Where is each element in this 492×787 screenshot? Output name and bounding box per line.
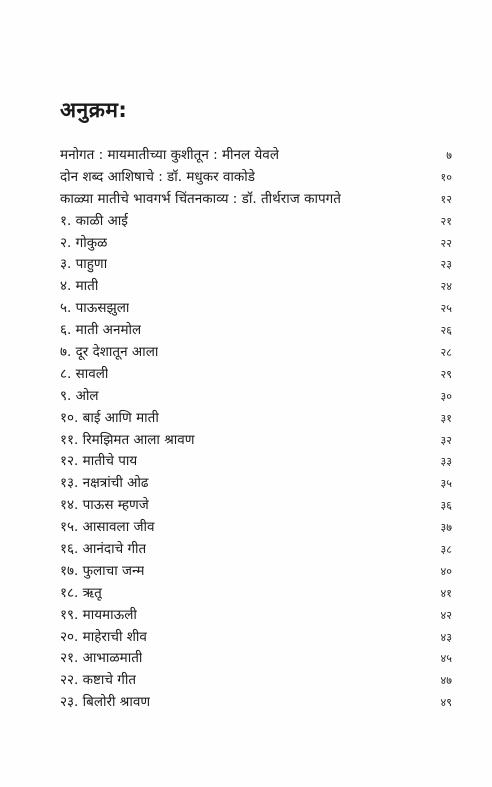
toc-entry-page-number: ३७ [440, 521, 452, 535]
toc-entry [60, 495, 452, 517]
toc-entry [60, 648, 452, 670]
toc-entry-page-number: २२ [440, 236, 452, 250]
toc-entry-page-number: ४५ [440, 652, 452, 666]
toc-entry-page-number: ३५ [440, 477, 452, 491]
toc-entry [60, 167, 452, 189]
toc-entry-page-number: २४ [440, 280, 452, 294]
toc-entry [60, 145, 452, 167]
toc-entry-title: १०. बाई आणि माती [60, 409, 159, 426]
toc-entry-title: १७. फुलाचा जन्म [60, 562, 145, 579]
toc-entry-page-number: २१ [440, 214, 452, 228]
toc-entry-title: ६. माती अनमोल [60, 322, 142, 339]
toc-entry [60, 451, 452, 473]
toc-entry [60, 320, 452, 342]
toc-entry-title: मनोगत : मायमातीच्या कुशीतून : मीनल येवले [60, 147, 279, 163]
toc-entry-page-number: ४३ [440, 630, 452, 644]
toc-entry-page-number: ४७ [440, 674, 452, 688]
toc-entry [60, 670, 452, 692]
toc-entry-page-number: ३६ [440, 499, 452, 513]
toc-entry [60, 430, 452, 452]
toc-entry [60, 386, 452, 408]
toc-entry-title: १६. आनंदाचे गीत [60, 541, 147, 558]
toc-entry [60, 276, 452, 298]
toc-entry-page-number: २५ [440, 302, 452, 316]
toc-entry-page-number: २८ [440, 346, 452, 360]
toc-entry [60, 692, 452, 714]
toc-entry-title: ११. रिमझिमत आला श्रावण [60, 431, 195, 448]
toc-entry-title: ८. सावली [60, 365, 109, 382]
toc-entry [60, 189, 452, 211]
toc-entry-title: २३. बिलोरी श्रावण [60, 694, 151, 711]
toc-entry-page-number: ३८ [440, 543, 452, 557]
toc-entry-title: १८. ऋतू [60, 584, 102, 601]
toc-entry [60, 233, 452, 255]
toc-entry [60, 342, 452, 364]
toc-entry-title: २२. कष्टाचे गीत [60, 672, 137, 689]
toc-entry-page-number: २३ [440, 258, 452, 272]
toc-entry [60, 254, 452, 276]
toc-entry-page-number: १० [440, 170, 452, 184]
toc-entry-title: १२. मातीचे पाय [60, 453, 138, 470]
toc-entry-page-number: २९ [440, 367, 452, 381]
table-of-contents [60, 145, 452, 714]
toc-entry-title: ५. पाऊसझुला [60, 300, 130, 317]
toc-entry-page-number: ४९ [440, 696, 452, 710]
toc-entry-page-number: ३१ [440, 411, 452, 425]
toc-entry-title: १४. पाऊस म्हणजे [60, 497, 149, 514]
toc-entry-page-number: ३२ [440, 433, 452, 447]
toc-entry-title: २०. माहेराची शीव [60, 628, 147, 645]
toc-entry [60, 583, 452, 605]
toc-entry-title: ३. पाहुणा [60, 256, 108, 273]
toc-entry [60, 364, 452, 386]
toc-entry-title: १३. नक्षत्रांची ओढ [60, 475, 149, 492]
contents-heading: अनुक्रम: [60, 98, 128, 122]
toc-entry-title: काळ्या मातीचे भावगर्भ चिंतनकाव्य : डॉ. तीर्थराज कापगते [60, 190, 341, 207]
toc-entry [60, 473, 452, 495]
toc-entry-page-number: ४२ [440, 608, 452, 622]
toc-entry [60, 298, 452, 320]
toc-entry-page-number: ४१ [440, 586, 452, 600]
toc-entry-page-number: ३३ [440, 455, 452, 469]
toc-entry-title: १५. आसावला जीव [60, 519, 155, 536]
toc-entry [60, 408, 452, 430]
toc-entry-page-number: ४० [440, 564, 452, 578]
toc-entry-page-number: २६ [440, 324, 452, 338]
toc-entry-page-number: १२ [440, 192, 452, 206]
toc-entry-title: ७. दूर देशातून आला [60, 344, 159, 361]
toc-entry-page-number: ७ [446, 149, 452, 162]
toc-entry-title: १. काळी आई [60, 212, 128, 229]
toc-entry-title: ४. माती [60, 278, 99, 295]
toc-entry-title: २. गोकुळ [60, 234, 108, 251]
toc-entry [60, 605, 452, 627]
toc-entry-title: २१. आभाळमाती [60, 650, 143, 667]
toc-entry [60, 539, 452, 561]
toc-entry [60, 627, 452, 649]
toc-entry [60, 517, 452, 539]
toc-entry [60, 561, 452, 583]
toc-entry-title: दोन शब्द आशिषाचे : डॉ. मधुकर वाकोडे [60, 168, 256, 185]
toc-entry-title: १९. मायमाऊली [60, 606, 137, 623]
toc-entry-page-number: ३० [440, 389, 452, 403]
toc-entry [60, 211, 452, 233]
toc-entry-title: ९. ओल [60, 387, 99, 404]
